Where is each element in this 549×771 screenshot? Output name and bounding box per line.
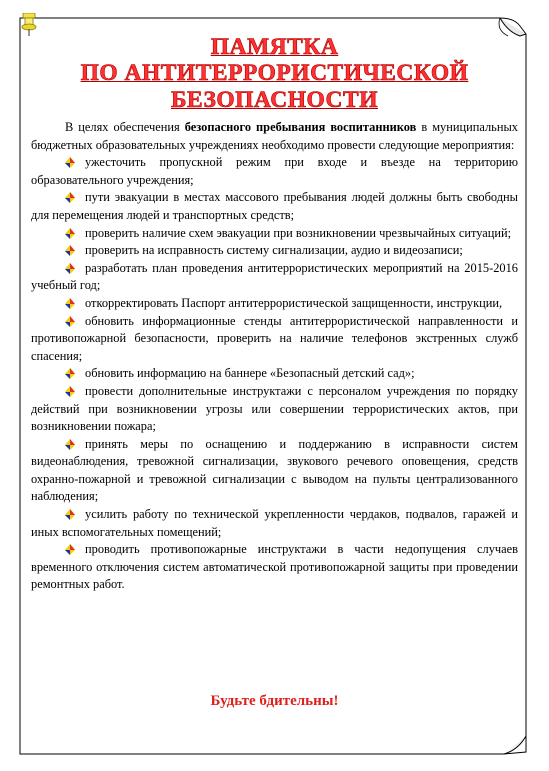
list-item [31, 365, 518, 383]
list-item [31, 436, 518, 506]
arrow-bullet-icon [65, 544, 75, 555]
title-line-2: ПО АНТИТЕРРОРИСТИЧЕСКОЙ [80, 60, 469, 86]
measures-list [31, 154, 518, 594]
list-item-text: разработать план проведения антитеррористических мероприятий на 2015-2016 учебный год; [31, 260, 518, 293]
arrow-bullet-icon [65, 298, 75, 309]
list-item [31, 189, 518, 224]
list-item-text: пути эвакуации в местах массового пребывания людей должны быть свободны для перемещения людей и транспортных средств; [31, 190, 518, 222]
intro-text-start: В целях обеспечения [65, 120, 185, 134]
list-item [31, 506, 518, 541]
list-item-text: усилить работу по технической укрепленности чердаков, подвалов, гаражей и иных вспомогательных помещений; [31, 507, 518, 539]
list-item [31, 154, 518, 189]
intro-bold-text: безопасного пребывания воспитанников [184, 120, 417, 134]
list-item [31, 260, 518, 295]
title-line-3: БЕЗОПАСНОСТИ [170, 87, 378, 113]
list-item-text: проверить на исправность систему сигнализации, аудио и видеозаписи; [85, 243, 463, 258]
arrow-bullet-icon [65, 245, 75, 256]
list-item-text: проводить противопожарные инструктажи в части недопущения случаев временного отключения систем автоматической противопожарной защиты при проведении ремонтных работ. [31, 542, 518, 592]
intro-text-end: в муниципальных бюджетных образовательных учреждениях необходимо провести следующие мероприятия: [31, 120, 518, 152]
title-line-1: ПАМЯТКА [210, 34, 339, 60]
pushpin-icon [20, 13, 38, 37]
list-item-text: ужесточить пропускной режим при входе и въезде на территорию образовательного учреждения; [31, 155, 518, 187]
arrow-bullet-icon [65, 157, 75, 168]
list-item [31, 541, 518, 594]
list-item [31, 383, 518, 436]
list-item [31, 225, 518, 243]
memo-body [31, 119, 518, 594]
arrow-bullet-icon [65, 192, 75, 203]
arrow-bullet-icon [65, 368, 75, 379]
list-item-text: принять меры по оснащению и поддержанию в исправности систем видеонаблюдения, тревожной сигнализации, звукового речевого оповещения, средств охранно-пожарной и тревожной сигнализации с выводом на пульты централизованного наблюдения; [31, 436, 518, 504]
arrow-bullet-icon [65, 386, 75, 397]
arrow-bullet-icon [65, 316, 75, 327]
list-item-text: провести дополнительные инструктажи с персоналом учреждения по порядку действий при возникновении угрозы или совершении террористических актов, при возникновении пожара; [31, 383, 518, 434]
list-item-text: проверить наличие схем эвакуации при возникновении чрезвычайных ситуаций; [85, 225, 512, 240]
list-item-text: откорректировать Паспорт антитеррористической защищенности, инструкции, [85, 295, 503, 310]
list-item-text: обновить информационные стенды антитеррористической направленности и противопожарной безопасности, проверить на наличие телефонов экстренных служб спасения; [31, 313, 518, 363]
list-item-text: обновить информацию на баннере «Безопасный детский сад»; [85, 366, 415, 381]
list-item [31, 313, 518, 366]
closing-warning: Будьте бдительны! [210, 693, 339, 709]
arrow-bullet-icon [65, 439, 75, 450]
list-item [31, 242, 518, 260]
arrow-bullet-icon [65, 263, 75, 274]
arrow-bullet-icon [65, 228, 75, 239]
intro-paragraph [31, 119, 518, 154]
arrow-bullet-icon [65, 509, 75, 520]
list-item [31, 295, 518, 313]
